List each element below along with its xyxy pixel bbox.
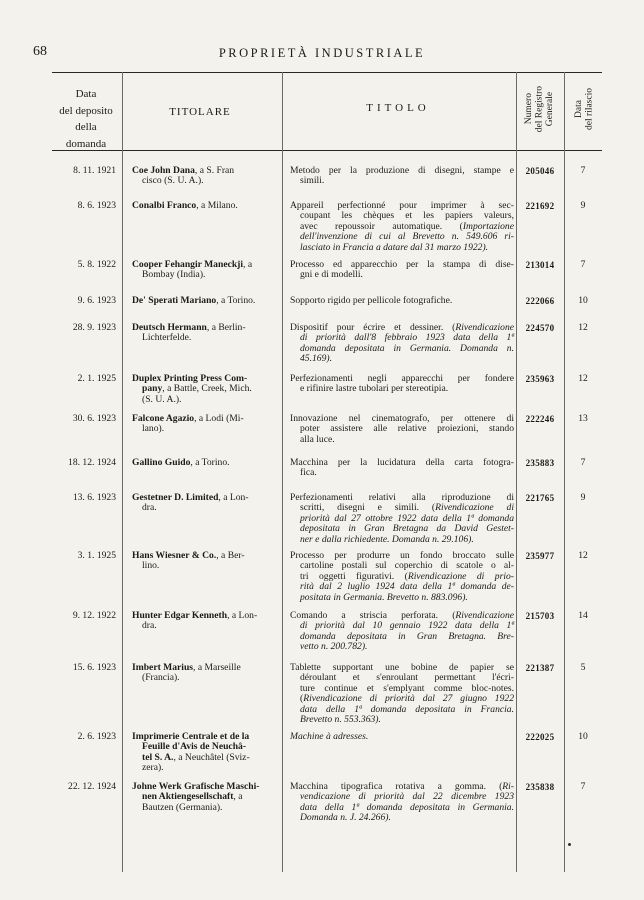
release-date: 12 [578, 322, 588, 333]
title-line: e rifinire lastre tubolari per stereotipia. [300, 383, 449, 395]
holder-line: Bombay (India). [142, 269, 206, 281]
title-cell [290, 551, 514, 603]
registry-number: 213014 [525, 260, 555, 270]
title-cell [290, 663, 514, 725]
title-line: vetto n. 200.782). [300, 641, 368, 653]
holder-line: De' Sperati Mariano, a Torino. [132, 295, 256, 306]
release-date: 12 [578, 550, 588, 561]
title-line: Appareil perfectionné pour imprimer à sec- [290, 200, 514, 211]
deposit-date: 9. 6. 1923 [77, 295, 116, 306]
header-rilascio: Data del rilascio [573, 88, 594, 130]
release-date: 7 [580, 457, 586, 468]
title-line: Machine à adresses. [290, 731, 369, 742]
title-cell [290, 166, 514, 187]
holder-line: Falcone Agazio, a Lodi (Mi- [132, 413, 244, 424]
holder-line: pany, a Battle, Creek, Mich. [142, 383, 252, 395]
title-line: ture continue et s'emplyant comme bloc-notes. [300, 682, 514, 694]
title-line: data della 1ª domanda depositata in Germania. [300, 801, 514, 813]
title-cell [290, 414, 514, 445]
column-divider-title [516, 72, 517, 872]
header-rule [52, 150, 602, 151]
title-line: priorità dal 27 ottobre 1922 data della 1ª domanda [300, 512, 514, 524]
holder-cell [132, 732, 278, 774]
holder-line: lano). [142, 423, 165, 435]
title-line: Metodo per la produzione di disegni, stampe e [290, 165, 514, 176]
title-cell [290, 732, 514, 742]
holder-line: Gallino Guido, a Torino. [132, 457, 230, 468]
header-date-line: della [75, 121, 97, 133]
registry-number: 235977 [525, 551, 555, 561]
release-date: 9 [580, 492, 586, 503]
top-rule [52, 72, 602, 73]
registry-number: 222025 [525, 732, 555, 742]
registry-number: 235838 [525, 782, 555, 792]
release-date: 7 [580, 259, 586, 270]
title-line: domanda depositata in Gran Bretagna. Bre- [300, 630, 514, 642]
title-line: scritti, disegni e simili. (Rivendicazione di [300, 502, 514, 514]
holder-cell [132, 260, 278, 281]
release-date: 7 [580, 165, 586, 176]
holder-line: Johne Werk Grafische Maschi- [132, 781, 260, 792]
title-line: di priorità dall'8 febbraio 1923 data della 1ª [300, 332, 514, 344]
title-line: 45.169). [300, 353, 332, 365]
holder-line: tel S. A., a Neuchâtel (Sviz- [142, 751, 250, 763]
release-date: 12 [578, 373, 588, 384]
registry-number: 235883 [525, 458, 555, 468]
deposit-date: 2. 1. 1925 [77, 373, 116, 384]
holder-line: zera). [142, 762, 164, 774]
holder-line: (S. U. A.). [142, 393, 182, 405]
registry-number: 205046 [525, 166, 555, 176]
holder-line: nen Aktiengesellschaft, a [142, 791, 243, 803]
holder-line: Conalbi Franco, a Milano. [132, 200, 238, 211]
holder-line: Gestetner D. Limited, a Lon- [132, 492, 249, 503]
deposit-date: 5. 8. 1922 [77, 259, 116, 270]
title-line: Perfezionamenti negli apparecchi per fondere [290, 373, 514, 384]
holder-line: Bautzen (Germania). [142, 801, 223, 813]
registry-number: 215703 [525, 611, 555, 621]
ink-dot [568, 843, 571, 846]
title-line: alla luce. [300, 433, 335, 445]
release-date: 5 [580, 662, 586, 673]
title-cell [290, 458, 514, 479]
running-title: PROPRIETÀ INDUSTRIALE [218, 46, 426, 60]
title-line: déroulant et s'enroulant permettant l'écri- [300, 672, 514, 684]
holder-cell [132, 663, 278, 684]
title-line: gni e di modelli. [300, 269, 363, 281]
title-line: di priorità dal 10 gennaio 1922 data della 1ª [300, 620, 514, 632]
release-date: 7 [580, 781, 586, 792]
holder-line: cisco (S. U. A.). [142, 175, 204, 187]
header-date-line: Data [75, 88, 97, 100]
title-line: Brevetto n. 553.363). [300, 714, 381, 726]
release-date: 13 [578, 413, 588, 424]
holder-cell [132, 493, 278, 514]
title-line: Comando a striscia perforata. (Rivendicazione [290, 610, 514, 621]
title-line: vendicazione di priorità dal 22 dicembre 1923 [300, 791, 514, 803]
column-divider-date [122, 72, 123, 872]
holder-line: Lichterfelde. [142, 332, 192, 344]
registry-number: 222066 [525, 296, 555, 306]
holder-line: Hans Wiesner & Co., a Ber- [132, 550, 245, 561]
title-line: Macchina per la lucidatura della carta fotogra- [290, 457, 514, 468]
title-cell [290, 374, 514, 395]
holder-line: Imbert Marius, a Marseille [132, 662, 241, 673]
holder-cell [132, 782, 278, 813]
release-date: 9 [580, 200, 586, 211]
page-number: 68 [33, 44, 47, 59]
registry-number: 221765 [525, 493, 555, 503]
title-line: poter assistere alle relative proiezioni, stando [300, 423, 514, 435]
holder-line: Cooper Fehangir Maneckji, a [132, 259, 253, 270]
registry-number: 221387 [525, 663, 555, 673]
deposit-date: 18. 12. 1924 [68, 457, 116, 468]
release-date: 10 [578, 731, 588, 742]
header-date-line: del deposito [59, 104, 113, 117]
title-cell [290, 323, 514, 365]
title-line: Domanda n. J. 24.266). [300, 812, 391, 824]
title-line: lasciato in Francia a datare dal 31 marzo 1922). [300, 241, 489, 253]
title-line: ner e dalla richiedente. Domanda n. 29.106). [300, 533, 474, 545]
title-line: (Rivendicazione di priorità dal 27 giugno 1922 [300, 693, 514, 705]
registry-number: 235963 [525, 374, 555, 384]
holder-cell [132, 414, 278, 435]
header-titolare: TITOLARE [169, 106, 231, 118]
deposit-date: 3. 1. 1925 [77, 550, 116, 561]
title-line: cartoline postali sul coperchio di scatole o al- [300, 560, 514, 572]
deposit-date: 15. 6. 1923 [72, 662, 116, 673]
holder-cell [132, 374, 278, 405]
title-line: coupant les chèques et les papiers valeurs, [300, 210, 514, 222]
column-divider-holder [282, 72, 283, 872]
holder-cell [132, 201, 278, 211]
release-date: 10 [578, 295, 588, 306]
holder-cell [132, 551, 278, 572]
holder-line: dra. [142, 502, 157, 514]
holder-line: lino. [142, 560, 160, 572]
header-numero: Numero del Registro Generale [524, 85, 556, 133]
title-line: Macchina tipografica rotativa a gomma. (Ri- [290, 781, 514, 792]
holder-line: Coe John Dana, a S. Fran [132, 165, 235, 176]
deposit-date: 2. 6. 1923 [77, 731, 116, 742]
title-line: fica. [300, 467, 317, 479]
header-date-line: domanda [65, 137, 107, 150]
column-divider-number [564, 72, 565, 872]
title-line: simili. [300, 175, 325, 187]
title-line: Tablette supportant une bobine de papier se [290, 662, 514, 673]
registry-number: 221692 [525, 201, 555, 211]
holder-line: Duplex Printing Press Com- [132, 373, 248, 384]
title-cell [290, 260, 514, 281]
title-cell [290, 782, 514, 824]
holder-cell [132, 458, 278, 468]
deposit-date: 28. 9. 1923 [72, 322, 116, 333]
title-line: rità dal 2 luglio 1924 data della 1ª domanda de- [300, 581, 514, 593]
title-line: Processo per produrre un fondo broccato sulle [290, 550, 514, 561]
title-line: depositata in Gran Bretagna da David Gestet- [300, 523, 514, 535]
deposit-date: 13. 6. 1923 [72, 492, 116, 503]
title-cell [290, 611, 514, 653]
deposit-date: 22. 12. 1924 [68, 781, 116, 792]
title-line: dell'invenzione di cui al Brevetto n. 549.606 ri- [300, 231, 514, 243]
holder-line: Feuille d'Avis de Neuchâ- [142, 741, 247, 753]
title-line: positata in Germania. Brevetto n. 883.096). [300, 591, 468, 603]
deposit-date: 9. 12. 1922 [72, 610, 116, 621]
title-cell [290, 296, 514, 306]
holder-cell [132, 323, 278, 344]
registry-number: 222246 [525, 414, 555, 424]
holder-line: Hunter Edgar Kenneth, a Lon- [132, 610, 258, 621]
release-date: 14 [578, 610, 588, 621]
title-line: tri oggetti figurativi. (Rivendicazione di prio- [300, 570, 514, 582]
title-line: avec repoussoir automatique. (Importazione [300, 220, 514, 232]
title-line: data della 1ª domanda depositata in Francia. [300, 703, 514, 715]
holder-line: Deutsch Hermann, a Berlin- [132, 322, 246, 333]
title-cell [290, 201, 514, 253]
holder-cell [132, 611, 278, 632]
header-rilascio-wrap [564, 74, 604, 144]
deposit-date: 8. 6. 1923 [77, 200, 116, 211]
holder-line: Imprimerie Centrale et de la [132, 731, 250, 742]
holder-line: (Francia). [142, 672, 180, 684]
deposit-date: 8. 11. 1921 [73, 165, 116, 176]
holder-cell [132, 166, 278, 187]
title-line: Processo ed apparecchio per la stampa di dise- [290, 259, 514, 270]
deposit-date: 30. 6. 1923 [72, 413, 116, 424]
header-titolo: TITOLO [366, 102, 430, 114]
title-line: Perfezionamenti relativi alla riproduzione di [290, 492, 514, 503]
title-cell [290, 493, 514, 545]
header-date [52, 86, 120, 152]
holder-line: dra. [142, 620, 157, 632]
title-line: Sopporto rigido per pellicole fotografiche. [290, 295, 453, 306]
title-line: domanda depositata in Germania. Domanda n. [300, 342, 514, 354]
title-line: Innovazione nel cinematografo, per ottenere di [290, 413, 514, 424]
holder-cell [132, 296, 278, 306]
header-numero-wrap [516, 74, 564, 144]
title-line: Dispositif pour écrire et dessiner. (Rivendicazione [290, 322, 514, 333]
registry-number: 224570 [525, 323, 555, 333]
